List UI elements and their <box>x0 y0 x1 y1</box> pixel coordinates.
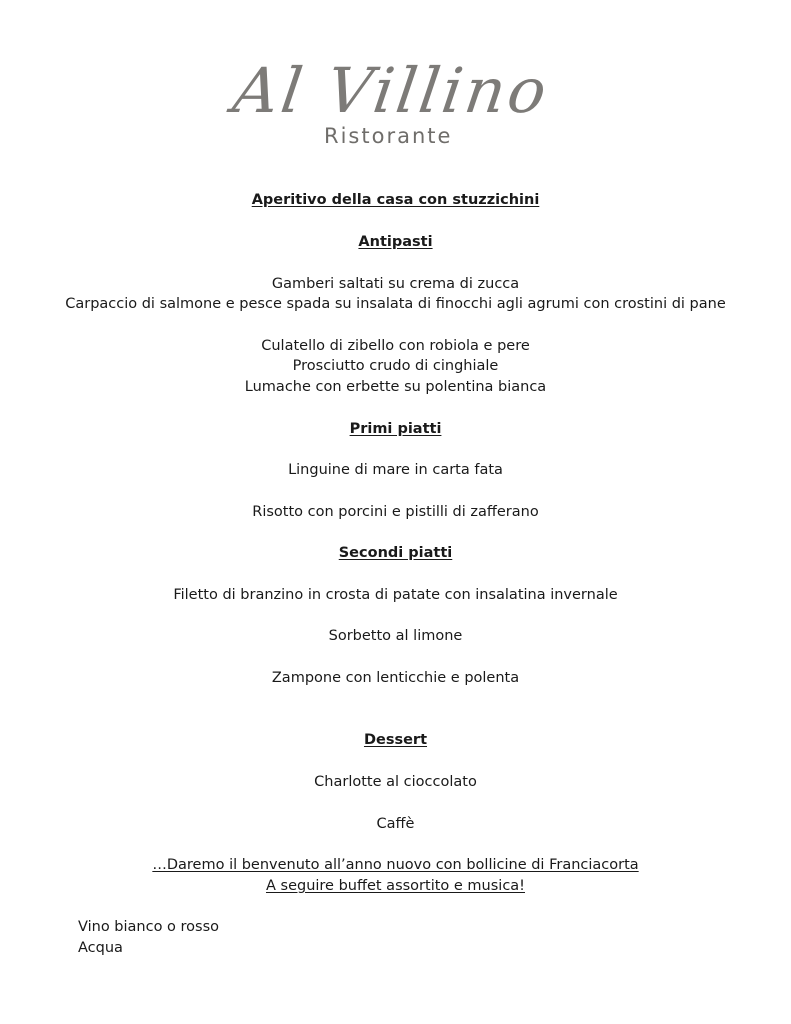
menu-item: Prosciutto crudo di cinghiale <box>292 358 499 374</box>
closing-line: …Daremo il benvenuto all’anno nuovo con bollicine di Franciacorta <box>152 857 639 873</box>
menu-item: Culatello di zibello con robiola e pere <box>261 338 530 354</box>
menu-item: Sorbetto al limone <box>328 628 463 644</box>
primi-heading: Primi piatti <box>349 421 442 437</box>
menu-item: Caffè <box>376 816 415 832</box>
menu-item: Risotto con porcini e pistilli di zafferano <box>252 504 539 520</box>
closing-line: A seguire buffet assortito e musica! <box>265 878 525 894</box>
logo-title: Al Villino <box>228 54 554 127</box>
restaurant-logo <box>228 54 570 160</box>
menu-item: Zampone con lenticchie e polenta <box>271 670 520 686</box>
menu-item: Filetto di branzino in crosta di patate con insalatina invernale <box>173 587 618 603</box>
logo-subtitle: Ristorante <box>324 124 453 148</box>
menu-item: Linguine di mare in carta fata <box>288 462 503 478</box>
drink-item: Acqua <box>78 940 123 956</box>
aperitivo-heading: Aperitivo della casa con stuzzichini <box>251 192 540 208</box>
menu-item: Charlotte al cioccolato <box>314 774 477 790</box>
secondi-heading: Secondi piatti <box>338 545 453 561</box>
dessert-heading: Dessert <box>363 732 428 748</box>
antipasti-heading: Antipasti <box>358 234 433 250</box>
drink-item: Vino bianco o rosso <box>78 919 220 935</box>
menu-item: Carpaccio di salmone e pesce spada su insalata di finocchi agli agrumi con crostini di pane <box>65 296 726 312</box>
menu-item: Lumache con erbette su polentina bianca <box>244 379 547 395</box>
menu-item: Gamberi saltati su crema di zucca <box>271 276 520 292</box>
